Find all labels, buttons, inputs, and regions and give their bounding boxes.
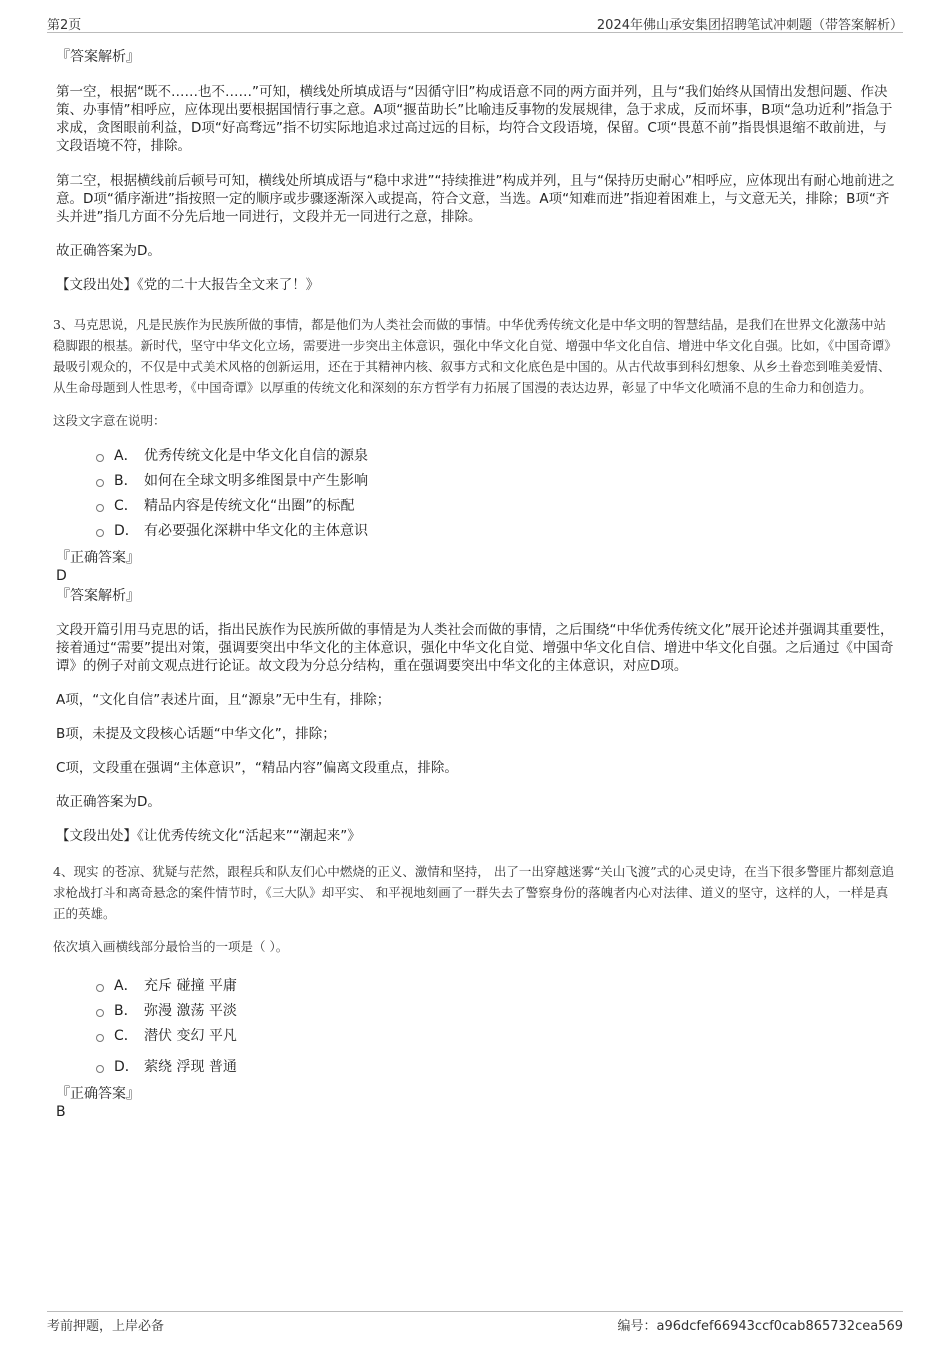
radio-icon[interactable]	[96, 479, 104, 487]
q4-option-a[interactable]: A． 充斥 碰撞 平庸	[96, 973, 896, 998]
q4-option-c[interactable]: C． 潜伏 变幻 平凡	[96, 1023, 896, 1048]
q3-options	[96, 443, 896, 543]
page-header	[47, 14, 903, 33]
q3-stem: 3、马克思说，凡是民族作为民族所做的事情，都是他们为人类社会而做的事情。中华优秀传统文化是中华文明的智慧结晶，是我们在世界文化激荡中站稳脚跟的根基。新时代，坚守中华文化立场，需要进一步突出主体意识，强化中华文化自觉、增强中华文化自信、增进中华文化自强。比如，《中国奇谭》最吸引观众的，不仅是中式美术风格的创新运用，还在于其精神内核、叙事方式和文化底色是中国的。从古代故事到科幻想象、从乡土眷恋到唯美爱情、从生命母题到人性思考，《中国奇谭》以厚重的传统文化和深刻的东方哲学有力拓展了国漫的表达边界，彰显了中华文化喷涌不息的生命力和创造力。	[53, 317, 891, 395]
radio-icon[interactable]	[96, 1009, 104, 1017]
q2-analysis-para-2: 第二空，根据横线前后顿号可知，横线处所填成语与“稳中求进”“持续推进”构成并列，且与“保持历史耐心”相呼应，应体现出有耐心地前进之意。D项“循序渐进”指按照一定的顺序或步骤逐渐深入或提高，符合文意，当选。A项“知难而进”指迎着困难上，与文意无关，排除；B项“齐头并进”指几方面不分先后地一同进行，文段并无一同进行之意，排除。	[56, 173, 895, 225]
q3-source: 【文段出处】《让优秀传统文化“活起来”“潮起来”》	[56, 828, 361, 844]
footer-slogan: 考前押题，上岸必备	[47, 1319, 165, 1334]
q2-analysis-para-1: 第一空，根据“既不……也不……”可知，横线处所填成语与“因循守旧”构成语意不同的两方面并列，且与“我们始终从国情出发想问题、作决策、办事情”相呼应，应体现出要根据国情行事之意。A项“揠苗助长”比喻违反事物的发展规律，急于求成，反而坏事，B项“急功近利”指急于求成，贪图眼前利益，D项“好高骛远”指不切实际地追求过高过远的目标，均符合文段语境，保留。C项“畏葸不前”指畏惧退缩不敢前进，与文段语境不符，排除。	[56, 84, 893, 154]
q4-prompt: 依次填入画横线部分最恰当的一项是（ ）。	[53, 939, 289, 954]
q3-note-a: A项，“文化自信”表述片面，且“源泉”无中生有，排除；	[56, 692, 391, 708]
q3-note-b: B项，未提及文段核心话题“中华文化”，排除；	[56, 726, 336, 742]
q3-answer-label: 『正确答案』	[56, 550, 140, 566]
q2-conclusion: 故正确答案为D。	[56, 243, 161, 259]
q3-analysis-label: 『答案解析』	[56, 588, 140, 604]
q4-answer-label: 『正确答案』	[56, 1086, 140, 1102]
q3-option-d[interactable]: D． 有必要强化深耕中华文化的主体意识	[96, 518, 896, 543]
q4-option-b[interactable]: B． 弥漫 激荡 平淡	[96, 998, 896, 1023]
radio-icon[interactable]	[96, 504, 104, 512]
q2-analysis-label: 『答案解析』	[56, 49, 140, 65]
q4-option-d[interactable]: D． 萦绕 浮现 普通	[96, 1054, 896, 1079]
q4-options	[96, 973, 896, 1079]
q3-option-c[interactable]: C． 精品内容是传统文化“出圈”的标配	[96, 493, 896, 518]
q3-note-c: C项，文段重在强调“主体意识”，“精品内容”偏离文段重点，排除。	[56, 760, 458, 776]
q3-option-b[interactable]: B． 如何在全球文明多维图景中产生影响	[96, 468, 896, 493]
q4-answer: B	[56, 1104, 66, 1120]
document-code: 编号：a96dcfef66943ccf0cab865732cea569	[617, 1319, 903, 1334]
q3-answer: D	[56, 568, 67, 584]
q3-prompt: 这段文字意在说明：	[53, 413, 166, 428]
radio-icon[interactable]	[96, 454, 104, 462]
q2-source: 【文段出处】《党的二十大报告全文来了！》	[56, 277, 320, 293]
document-title: 2024年佛山承安集团招聘笔试冲刺题（带答案解析）	[596, 18, 903, 33]
page-number: 第2页	[47, 18, 82, 33]
q4-stem: 4、现实 的苍凉、犹疑与茫然，跟程兵和队友们心中燃烧的正义、激情和坚持， 出了一出穿越迷雾“关山飞渡”式的心灵史诗，在当下很多警匪片都刻意追求枪战打斗和离奇悬念的案件情节时，《三大队》却平实、 和平视地刻画了一群失去了警察身份的落魄者内心对法律、道义的坚守，这样的人，一样是真正的英雄。	[53, 864, 895, 921]
page-footer	[47, 1311, 903, 1335]
radio-icon[interactable]	[96, 529, 104, 537]
radio-icon[interactable]	[96, 1065, 104, 1073]
document-body	[53, 44, 896, 1121]
q3-analysis: 文段开篇引用马克思的话，指出民族作为民族所做的事情是为人类社会而做的事情，之后围绕“中华优秀传统文化”展开论述并强调其重要性，接着通过“需要”提出对策，强调要突出中华文化的主体意识，强化中华文化自觉、增强中华文化自信、增进中华文化自强。之后通过《中国奇谭》的例子对前文观点进行论证。故文段为分总分结构，重在强调要突出中华文化的主体意识，对应D项。	[56, 622, 894, 674]
q3-option-a[interactable]: A． 优秀传统文化是中华文化自信的源泉	[96, 443, 896, 468]
q3-conclusion: 故正确答案为D。	[56, 794, 161, 810]
radio-icon[interactable]	[96, 984, 104, 992]
radio-icon[interactable]	[96, 1034, 104, 1042]
